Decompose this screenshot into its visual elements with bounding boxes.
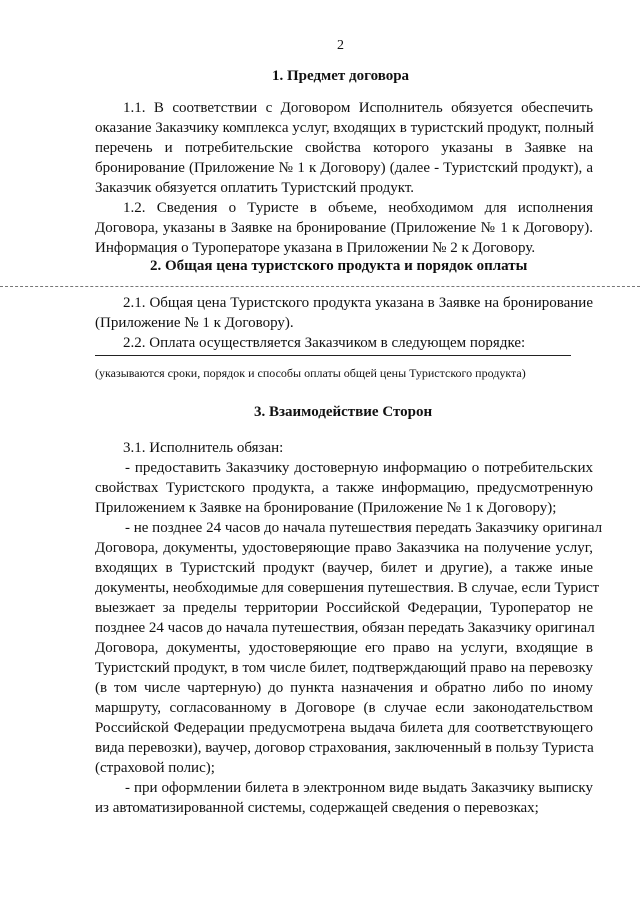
page-number: 2: [337, 38, 344, 53]
paragraph-line: Туристский продукт, в том числе билет, подтверждающий право на перевозку: [95, 660, 593, 676]
section-1-heading: 1. Предмет договора: [272, 68, 410, 84]
paragraph-line: (Приложение № 1 к Договору).: [95, 315, 294, 331]
paragraph-line: бронирование (Приложение № 1 к Договору) (далее - Туристский продукт), а: [95, 160, 593, 176]
paragraph-line: позднее 24 часов до начала путешествия, обязан передать Заказчику оригинал: [95, 620, 595, 636]
paragraph-line: вида перевозки), ваучер, договор страхования, заключенный в пользу Туриста: [95, 740, 594, 756]
paragraph-line: Заказчик обязуется оплатить Туристский продукт.: [95, 180, 414, 196]
paragraph-line: маршруту, согласованному в Договоре (в случае если законодательством: [95, 700, 593, 716]
paragraph-line: перечень и потребительские свойства которого указаны в Заявке на: [95, 140, 593, 156]
paragraph-line: 2.2. Оплата осуществляется Заказчиком в следующем порядке:: [123, 335, 526, 351]
section-1-body: [95, 98, 593, 258]
section-2-heading: 2. Общая цена туристского продукта и порядок оплаты: [150, 258, 528, 274]
paragraph-line: - при оформлении билета в электронном виде выдать Заказчику выписку: [125, 780, 593, 796]
paragraph-line: оказание Заказчику комплекса услуг, входящих в туристский продукт, полный: [95, 120, 594, 136]
paragraph-line: Договора, документы, удостоверяющие право Заказчика на получение услуг,: [95, 540, 593, 556]
paragraph-line: выезжает за пределы территории Российской Федерации, Туроператор не: [95, 600, 593, 616]
section-3-body: [95, 438, 603, 818]
section-2-body: [95, 293, 593, 353]
paragraph-line: (в том числе чартерную) до пункта назначения и обратно либо по иному: [95, 680, 593, 696]
paragraph-line: Приложением к Заявке на бронирование (Приложение № 1 к Договору);: [95, 500, 557, 516]
payment-terms-blank-line: [95, 355, 571, 356]
paragraph-line: входящих в Туристский продукт (ваучер, билет и другие), а также иные: [95, 560, 593, 576]
paragraph-line: (страховой полис);: [95, 760, 215, 776]
paragraph-line: 2.1. Общая цена Туристского продукта указана в Заявке на бронирование: [123, 295, 593, 311]
paragraph-line: 1.2. Сведения о Туристе в объеме, необходимом для исполнения: [123, 200, 593, 216]
paragraph-line: из автоматизированной системы, содержащей сведения о перевозках;: [95, 800, 539, 816]
paragraph-line: - предоставить Заказчику достоверную информацию о потребительских: [125, 460, 593, 476]
paragraph-line: Информация о Туроператоре указана в Приложении № 2 к Договору.: [95, 240, 536, 256]
scan-artifact-line: [0, 286, 640, 287]
paragraph-line: Российской Федерации предусмотрена выдача билета для соответствующего: [95, 720, 593, 736]
paragraph-line: - не позднее 24 часов до начала путешествия передать Заказчику оригинал: [125, 520, 603, 536]
payment-terms-caption: (указываются сроки, порядок и способы оплаты общей цены Туристского продукта): [95, 366, 526, 380]
paragraph-line: Договора, указаны в Заявке на бронирование (Приложение № 1 к Договору).: [95, 220, 593, 236]
paragraph-line: 3.1. Исполнитель обязан:: [123, 440, 284, 456]
paragraph-line: Договора, документы, удостоверяющие его право на услуги, входящие в: [95, 640, 593, 656]
paragraph-line: 1.1. В соответствии с Договором Исполнитель обязуется обеспечить: [123, 100, 593, 116]
section-3-heading: 3. Взаимодействие Сторон: [254, 404, 433, 420]
paragraph-line: свойствах Туристского продукта, а также информацию, предусмотренную: [95, 480, 593, 496]
paragraph-line: документы, необходимые для совершения путешествия. В случае, если Турист: [95, 580, 600, 596]
